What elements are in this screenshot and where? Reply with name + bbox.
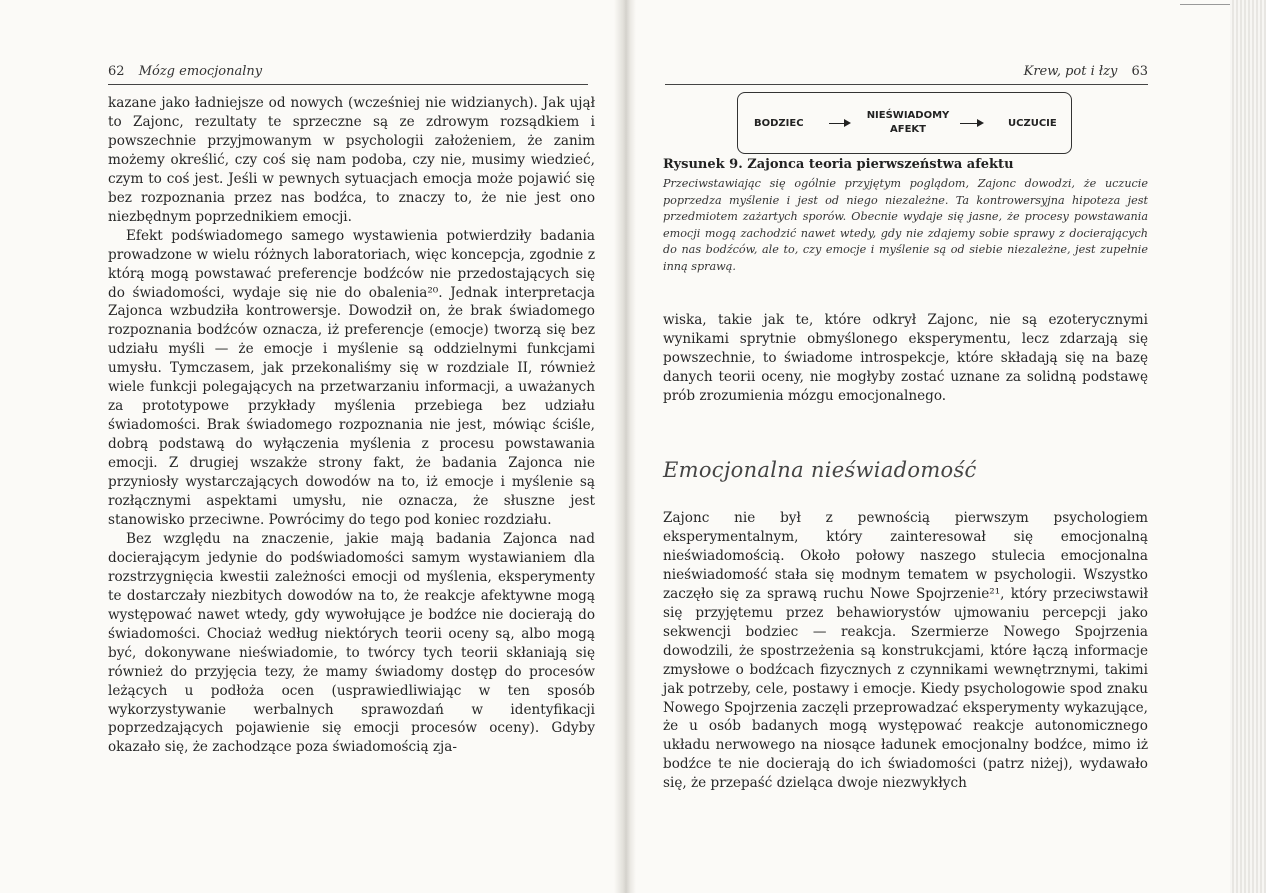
- page-edge-stack: [1230, 0, 1266, 893]
- left-header-rule: [108, 84, 588, 85]
- page-edge-line: [1180, 4, 1230, 5]
- left-paragraph-3: Bez względu na znaczenie, jakie mają badania Zajonca nad docierającym jedynie do podświadomości samym wystawianiem dla rozstrzygnięcia kwestii zależności emocji od myślenia, eksperymenty te dostarczały niezbitych dowodów na to, że reakcje afektywne mogą występować nawet wtedy, gdy wywołujące je bodźce nie docierają do świadomości. Chociaż według niektórych teorii oceny są, albo mogą być, dokonywane nieświadomie, to twórcy tych teorii skłaniają się również do przyjęcia tezy, że mamy świadomy dostęp do procesów leżących u podłoża ocen (usprawiedliwiając w ten sposób wykorzystywanie werbalnych sprawozdań w identyfikacji poprzedzających pojawienie się emocji procesów oceny). Gdyby okazało się, że zachodzące poza świadomością zja-: [108, 530, 595, 756]
- affect-primacy-diagram: [737, 92, 1072, 154]
- left-running-header: [108, 64, 595, 79]
- figure-caption-text: Przeciwstawiając się ogólnie przyjętym poglądom, Zajonc dowodzi, że uczucie poprzedza myślenie i jest od niego niezależne. Ta kontrowersyjna hipoteza jest przedmiotem zażartych sporów. Obecnie wydaje się jasne, że procesy powstawania emocji mogą zachodzić nawet wtedy, gdy nie zdajemy sobie sprawy z docierających do nas bodźców, ale to, czy emocje i myślenie są od siebie niezależne, jest zupełnie inną sprawą.: [663, 177, 1148, 273]
- arrow-right-icon: [960, 123, 982, 124]
- right-text-column-top: [663, 311, 1148, 406]
- right-header-rule: [665, 84, 1148, 85]
- right-running-title: Krew, pot i łzy: [1023, 64, 1118, 79]
- figure-caption-title: Rysunek 9. Zajonca teoria pierwszeństwa afektu: [663, 157, 1014, 172]
- right-text-column-bottom: [663, 509, 1148, 793]
- right-page-number: 63: [1131, 64, 1148, 79]
- right-section-paragraph: Zajonc nie był z pewnością pierwszym psychologiem eksperymentalnym, który zainteresował się emocjonalną nieświadomością. Około połowy naszego stulecia emocjonalna nieświadomość stała się modnym tematem w psychologii. Wszystko zaczęło się za sprawą ruchu Nowe Spojrzenie²¹, który przeciwstawił się przyjętemu przez behawiorystów ujmowaniu percepcji jako sekwencji bodziec — reakcja. Szermierze Nowego Spojrzenia dowodzili, że spostrzeżenia są konstrukcjami, które łączą informacje zmysłowe o bodźcach fizycznych z czynnikami wewnętrznymi, takimi jak potrzeby, cele, postawy i emocje. Kiedy psychologowie spod znaku Nowego Spojrzenia zaczęli przeprowadzać eksperymenty wykazujące, że u osób badanych mogą występować reakcje autonomicznego układu nerwowego na niosące ładunek emocjonalny bodźce, mimo iż bodźce te nie docierają do ich świadomości (patrz niżej), wydawało się, że przepaść dzieląca dwoje niezwykłych: [663, 510, 1148, 792]
- right-running-header: [660, 64, 1148, 79]
- left-text-column: [108, 94, 595, 757]
- left-running-title: Mózg emocjonalny: [138, 64, 263, 79]
- node-stimulus: BODZIEC: [754, 118, 804, 129]
- left-page-number: 62: [108, 64, 125, 79]
- node-unconscious-affect: [858, 109, 958, 137]
- node-unconscious-line1: NIEŚWIADOMY: [866, 110, 950, 121]
- arrow-right-icon: [829, 123, 849, 124]
- left-paragraph-2: Efekt podświadomego samego wystawienia potwierdziły badania prowadzone w wielu różnych laboratoriach, więc koncepcja, zgodnie z którą mogą powstawać preferencje bodźców nie przedostających się do świadomości, wydaje się nie do obalenia²⁰. Jednak interpretacja Zajonca wzbudziła kontrowersje. Dowodził on, że brak świadomego rozpoznania bodźców oznacza, iż preferencje (emocje) tworzą się bez udziału myśli — że emocje i myślenie są oddzielnymi funkcjami umysłu. Tymczasem, jak przekonaliśmy się w rozdziale II, również wiele funkcji polegających na przetwarzaniu informacji, a uważanych za prototypowe przykłady myślenia przebiega bez udziału świadomości. Brak świadomego rozpoznania nie jest, mówiąc ściśle, dobrą podstawą do wyłączenia myślenia z procesu powstawania emocji. Z drugiej wszakże strony fakt, że badania Zajonca nie przyniosły wystarczających dowodów na to, iż emocje i myślenie są rozłącznymi aspektami umysłu, nie oznacza, że słuszne jest stanowisko przeciwne. Powrócimy do tego pod koniec rozdziału.: [108, 227, 595, 528]
- node-unconscious-line2: AFEKT: [890, 124, 926, 135]
- right-paragraph-continued: wiska, takie jak te, które odkrył Zajonc, nie są ezoterycznymi wynikami sprytnie obmyślonego eksperymentu, lecz zdarzają się powszechnie, to świadome introspekcje, które składają się na bazę danych teorii oceny, nie mogłyby zostać uznane za solidną podstawę prób zrozumienia mózgu emocjonalnego.: [663, 312, 1148, 404]
- left-paragraph-1: kazane jako ładniejsze od nowych (wcześniej nie widzianych). Jak ujął to Zajonc, rezultaty te sprzeczne są ze zdrowym rozsądkiem i powszechnie przyjmowanym w psychologii założeniem, że zanim możemy określić, czy coś się nam podoba, czy nie, musimy wiedzieć, czym to coś jest. Jeśli w pewnych sytuacjach emocja może pojawić się bez rozpoznania przez nas bodźca, to znaczy to, że nie jest ono niezbędnym poprzednikiem emocji.: [108, 95, 595, 225]
- book-gutter: [614, 0, 636, 893]
- node-emotion: UCZUCIE: [1008, 118, 1057, 129]
- section-heading: Emocjonalna nieświadomość: [663, 458, 977, 482]
